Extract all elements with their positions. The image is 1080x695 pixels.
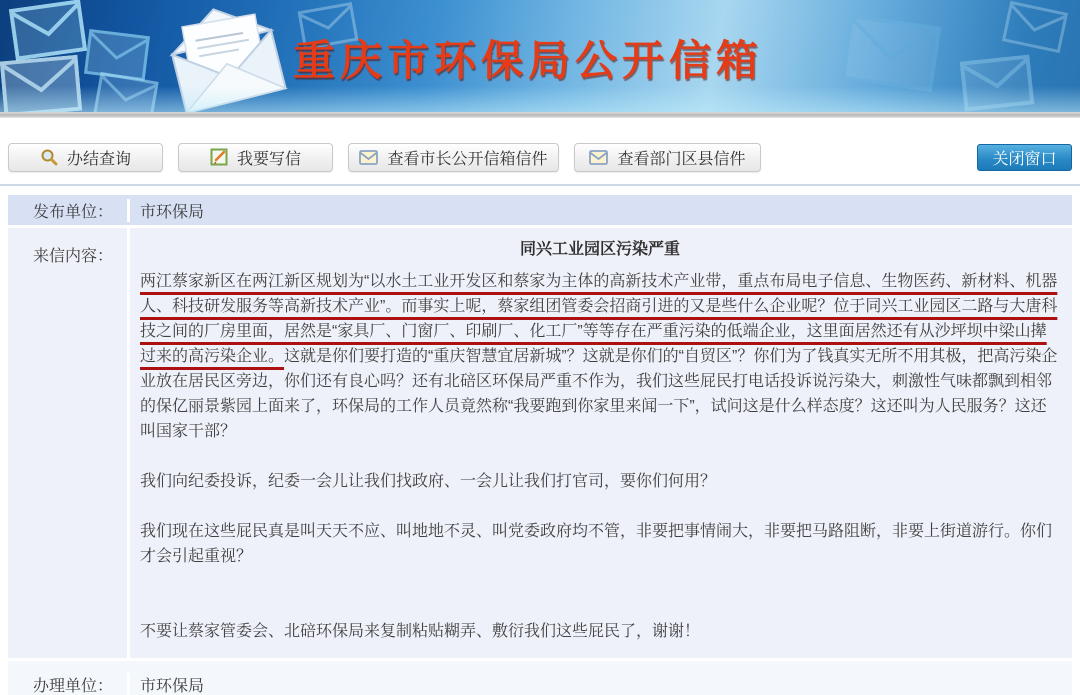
letter-paragraph-3: 我们现在这些屁民真是叫天天不应、叫地地不灵、叫党委政府均不管，非要把事情闹大，非要把马路阻断，非要上街道游行。你们才会引起重视？	[140, 523, 1053, 565]
banner-bottom-strip	[0, 112, 1080, 118]
nav-button-label: 办结查询	[66, 150, 131, 168]
letter-paragraph-4: 不要让蔡家管委会、北碚环保局来复制粘贴糊弄、敷衍我们这些屁民了，谢谢！	[140, 623, 701, 640]
page-title: 重庆市环保局公开信箱	[293, 37, 764, 84]
letter-title: 同兴工业园区污染严重	[519, 241, 680, 258]
nav-button-label: 查看市长公开信箱信件	[387, 150, 548, 168]
letter-content-label: 来信内容：	[8, 228, 130, 658]
close-window-button[interactable]: 关闭窗口	[977, 144, 1072, 171]
nav-button-view-mayor-mail[interactable]	[348, 143, 559, 172]
red-underlined-text: 两江蔡家新区在两江新区规划为“以水土工业开发区和蔡家为主体的高新技术产业带，重点布局电子信息、生物医药、新材料、机器人、科技研发服务等高新技术产业”。而事实上呢，蔡家组团管委会招商引进的又是些什么企业呢？位于同兴工业园区二路与大唐科技之间的厂房里面，居然是“家具厂、门窗厂、印刷厂、化工厂”等等存在严重污染的低端企业，这里面居然还有从沙坪坝中梁山撵过来的高污染企业。	[140, 273, 1058, 365]
letter-paragraph-2: 我们向纪委投诉，纪委一会儿让我们找政府、一会儿让我们打官司，要你们何用？	[140, 473, 717, 490]
toolbar-divider	[0, 184, 1080, 186]
handle-unit-label: 办理单位：	[8, 673, 130, 695]
nav-button-label: 我要写信	[236, 150, 301, 168]
search-icon	[40, 148, 58, 166]
envelope-icon	[841, 14, 941, 92]
letter-paragraph-1	[140, 269, 1060, 444]
open-envelope-icon	[149, 0, 301, 112]
envelope-icon	[960, 54, 1035, 111]
write-icon	[210, 148, 228, 166]
letter-paragraph-1-rest: 这就是你们要打造的“重庆智慧宜居新城”？这就是你们的“自贸区”？你们为了钱真实无所不用其极，把高污染企业放在居民区旁边，你们还有良心吗？还有北碚区环保局严重不作为，我们这些屁民打电话投诉说污染大，刺激性气味都飘到相邻的保亿丽景紫园上面来了，环保局的工作人员竟然称“我要跑到你家里来闻一下”，试问这是什么样态度？这还叫为人民服务？这还叫国家干部？	[140, 348, 1058, 440]
mail-icon	[359, 150, 378, 165]
letter-table	[8, 195, 1072, 695]
letter-content-row	[8, 228, 1072, 661]
envelope-icon	[0, 55, 82, 112]
nav-button-write-letter[interactable]	[178, 143, 333, 172]
publish-unit-row	[8, 195, 1072, 228]
mail-icon	[589, 150, 608, 165]
envelope-icon	[9, 0, 88, 61]
handle-unit-row	[8, 661, 1072, 695]
envelope-icon	[93, 71, 160, 112]
nav-button-query-results[interactable]	[8, 143, 163, 172]
nav-button-view-district-mail[interactable]	[574, 143, 761, 172]
publish-unit-label: 发布单位：	[8, 199, 130, 222]
envelope-icon	[1001, 0, 1068, 54]
letter-content-body	[130, 228, 1072, 658]
nav-button-label: 查看部门区县信件	[617, 150, 746, 168]
toolbar	[8, 142, 1072, 172]
handle-unit-value: 市环保局	[140, 677, 205, 695]
publish-unit-value: 市环保局	[140, 203, 205, 221]
header-banner	[0, 0, 1080, 112]
